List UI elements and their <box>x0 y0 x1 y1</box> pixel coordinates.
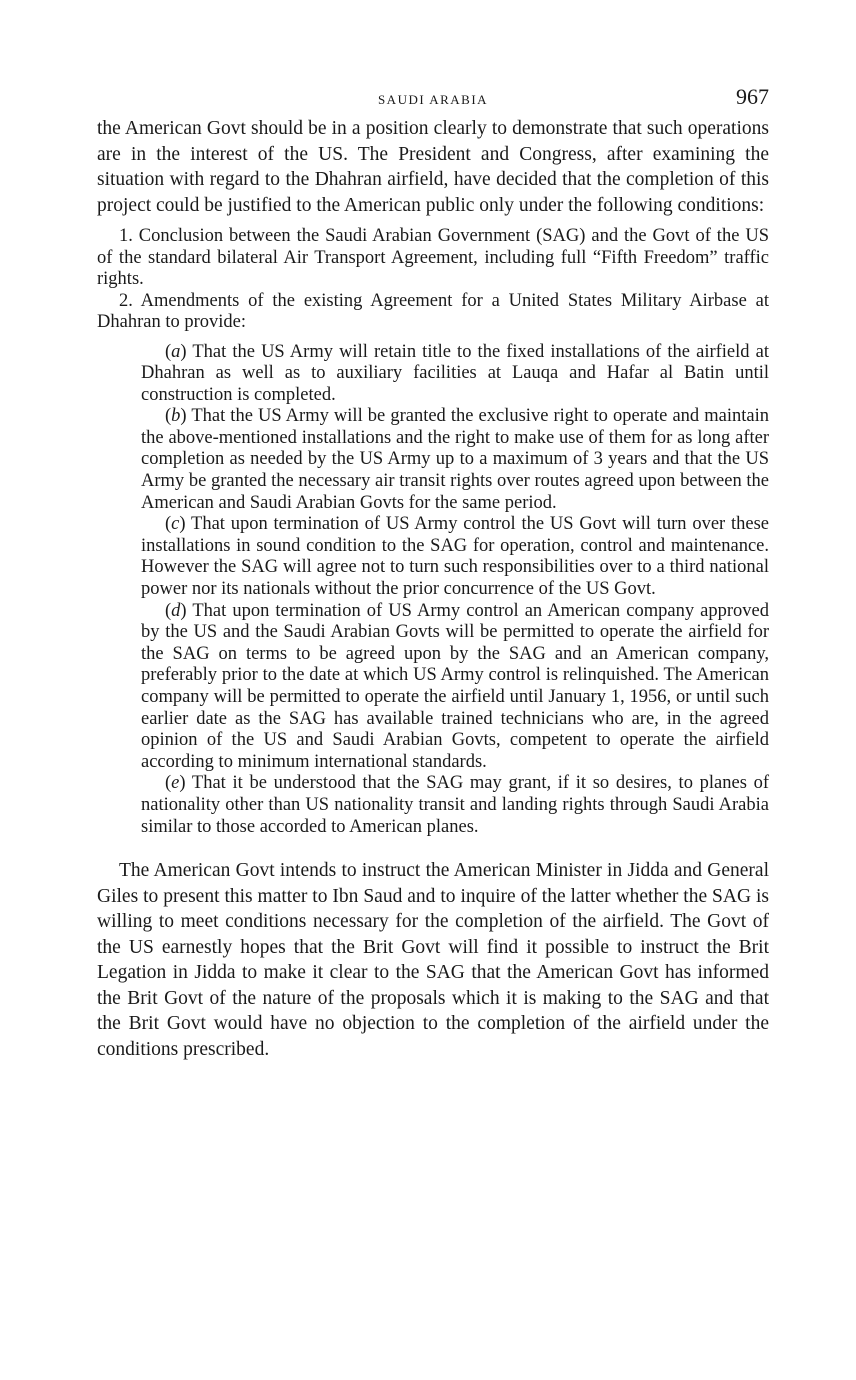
page-number: 967 <box>736 84 769 109</box>
subclause-item: (d) That upon termination of US Army control an American company approved by the US and the Saudi Arabian Govts will be permitted to operate the airfield for the SAG on terms to be agreed upon by the SAG and an American company, preferably prior to the date at which US Army control is relinquished. The American company will be permitted to operate the airfield until January 1, 1956, or until such earlier date as the SAG has available trained technicians who are, in the agreed opinion of the US and Saudi Arabian Govts, competent to operate the airfield according to minimum international standards. <box>141 600 770 772</box>
subclause-item: (c) That upon termination of US Army control the US Govt will turn over these installations in sound condition to the SAG for operation, control and maintenance. However the SAG will agree not to turn such responsibilities over to a third national power nor its nationals without the prior concurrence of the US Govt. <box>141 514 770 600</box>
subclause-text: That upon termination of US Army control an American company approved by the US and the Saudi Arabian Govts will be permitted to operate the airfield for the SAG on terms to be agreed upon by the SAG and an American company, preferably prior to the date at which US Army control is relinquished. The American company will be permitted to operate the airfield until January 1, 1956, or until such earlier date as the SAG has available trained technicians who are, in the agreed opinion of the US and Saudi Arabian Govts, competent to operate the airfield according to minimum international standards. <box>141 600 770 772</box>
subclause-list <box>141 342 769 839</box>
subclause-text: That it be understood that the SAG may grant, if it so desires, to planes of nationality other than US nationality transit and landing rights through Saudi Arabia similar to those accorded to American planes. <box>141 773 769 837</box>
subclause-letter: c <box>171 514 180 535</box>
subclause-letter: b <box>171 406 181 427</box>
subclause-item: (a) That the US Army will retain title to the fixed installations of the airfield at Dhahran as well as to auxiliary facilities at Lauqa and Hafar al Batin until construction is completed. <box>141 341 769 405</box>
document-page <box>97 84 769 1062</box>
closing-paragraph: The American Govt intends to instruct the American Minister in Jidda and General Giles to present this matter to Ibn Saud and to inquire of the latter whether the SAG is willing to meet conditions necessary for the completion of the airfield. The Govt of the US earnestly hopes that the Brit Govt will find it possible to instruct the Brit Legation in Jidda to make it clear to the SAG that the American Govt has informed the Brit Govt of the nature of the proposals which it is making to the SAG and that the Brit Govt would have no objection to the completion of the airfield under the conditions prescribed. <box>97 860 769 1060</box>
subclause-letter: e <box>171 773 180 794</box>
running-head <box>97 84 769 116</box>
subclause-letter: d <box>171 600 181 621</box>
subclause-item: (e) That it be understood that the SAG may grant, if it so desires, to planes of nationality other than US nationality transit and landing rights through Saudi Arabia similar to those accorded to American planes. <box>141 773 769 837</box>
running-title: SAUDI ARABIA <box>377 92 489 107</box>
conditions-list <box>97 226 769 334</box>
subclause-text: That the US Army will be granted the exclusive right to operate and maintain the above-mentioned installations and the right to make use of them for as long after completion as needed by the US Army up to a maximum of 3 years and that the US Army be granted the necessary air transit rights over routes agreed upon between the American and Saudi Arabian Govts for the same period. <box>141 406 769 513</box>
subclause-item: (b) That the US Army will be granted the exclusive right to operate and maintain the above-mentioned installations and the right to make use of them for as long after completion as needed by the US Army up to a maximum of 3 years and that the US Army be granted the necessary air transit rights over routes agreed upon between the American and Saudi Arabian Govts for the same period. <box>141 406 769 513</box>
subclause-text: That upon termination of US Army control the US Govt will turn over these installations in sound condition to the SAG for operation, control and maintenance. However the SAG will agree not to turn such responsibilities over to a third national power nor its nationals without the prior concurrence of the US Govt. <box>141 514 770 600</box>
subclause-letter: a <box>171 341 181 362</box>
condition-item: 2. Amendments of the existing Agreement for a United States Military Airbase at Dhahran to provide: <box>97 290 769 332</box>
subclause-text: That the US Army will retain title to the fixed installations of the airfield at Dhahran as well as to auxiliary facilities at Lauqa and Hafar al Batin until construction is completed. <box>141 341 769 405</box>
intro-paragraph: the American Govt should be in a position clearly to demonstrate that such operations are in the interest of the US. The President and Congress, after examining the situation with regard to the Dhahran airfield, have decided that the completion of this project could be justified to the American public only under the following conditions: <box>97 118 769 216</box>
condition-item: 1. Conclusion between the Saudi Arabian Government (SAG) and the Govt of the US of the standard bilateral Air Transport Agreement, including full “Fifth Freedom” traffic rights. <box>97 226 769 289</box>
